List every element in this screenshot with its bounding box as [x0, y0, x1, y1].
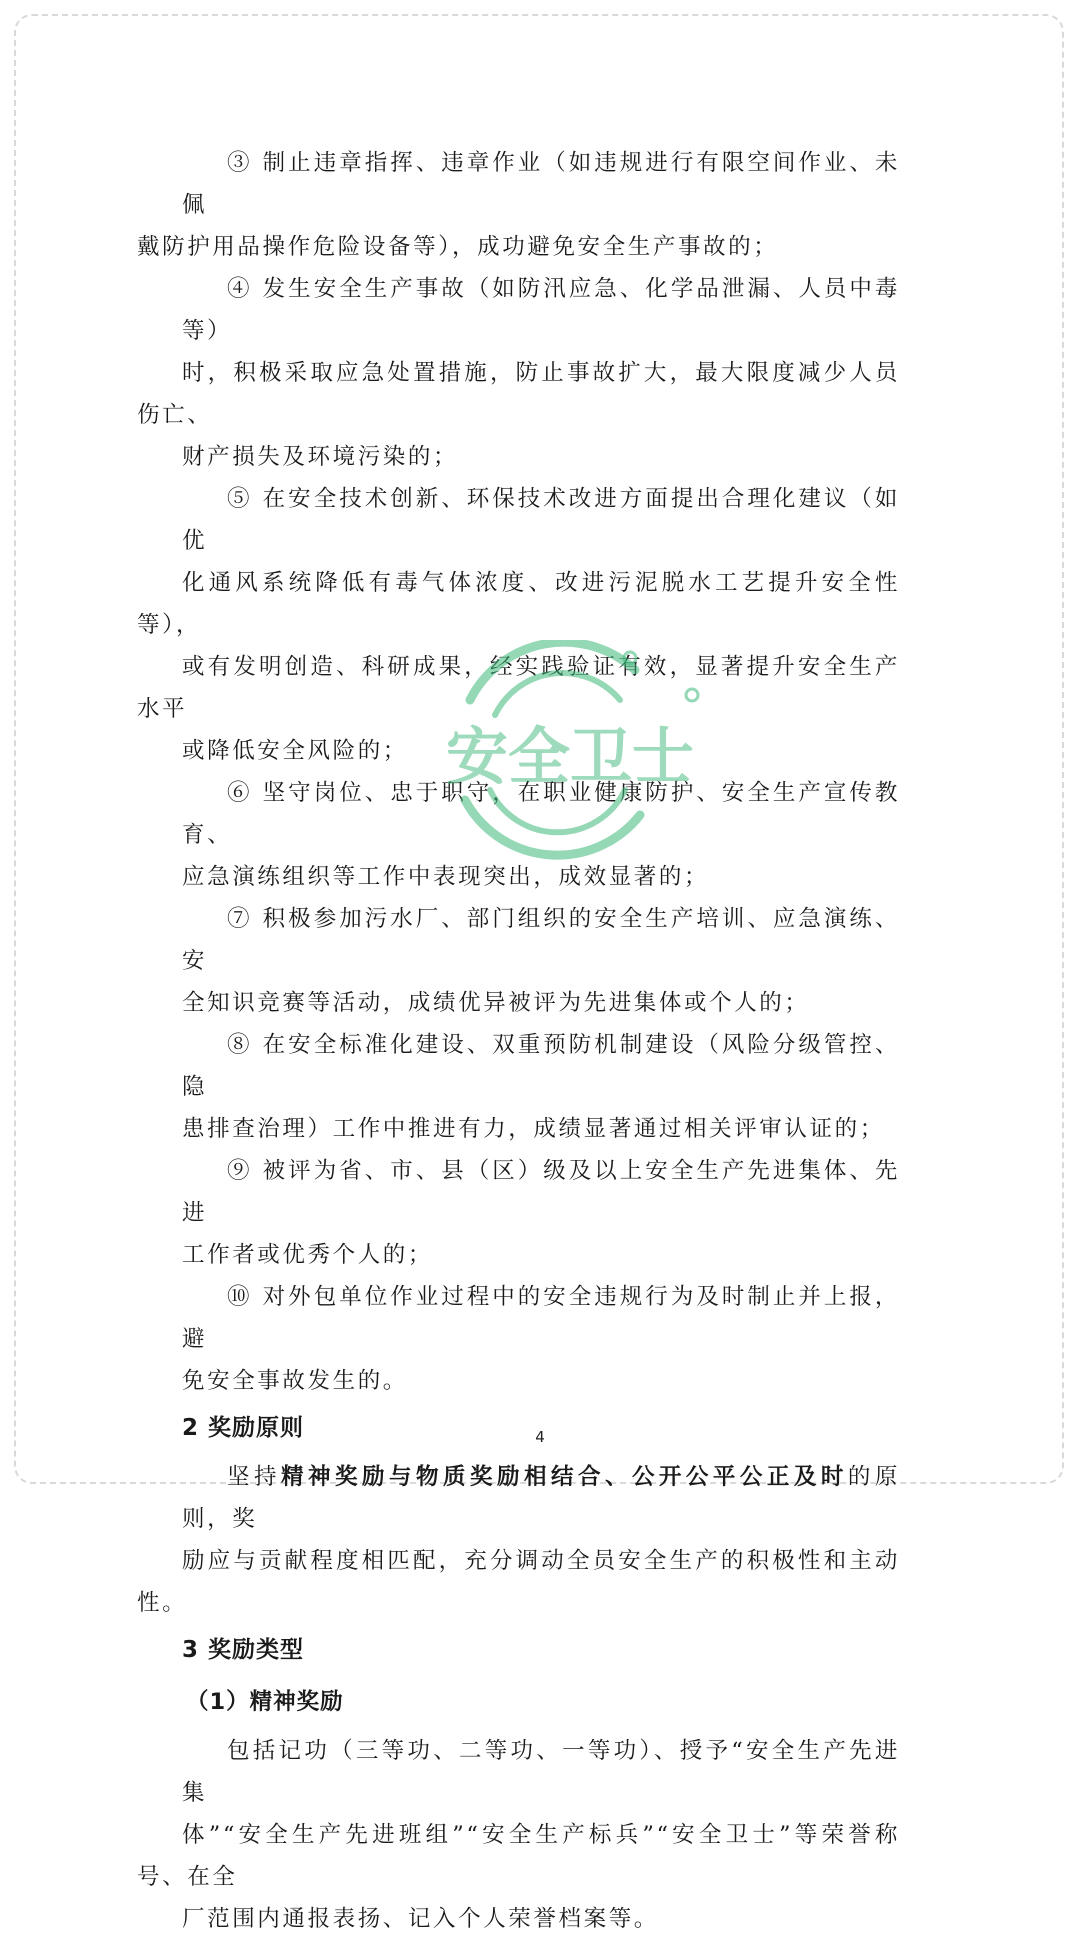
- list-item: ⑧ 在安全标准化建设、双重预防机制建设（风险分级管控、隐 患排查治理）工作中推进有力，成绩显著通过相关评审认证的；: [182, 1032, 900, 1142]
- list-item: ⑤ 在安全技术创新、环保技术改进方面提出合理化建议（如优 化通风系统降低有毒气体浓度、改进污泥脱水工艺提升安全性等）， 或有发明创造、科研成果，经实践验证有效，显著提升安全生产水平 或降低安全风险的；: [137, 486, 900, 764]
- document-body: [137, 142, 901, 1940]
- list-item: ④ 发生安全生产事故（如防汛应急、化学品泄漏、人员中毒等） 时，积极采取应急处置措施，防止事故扩大，最大限度减少人员伤亡、 财产损失及环境污染的；: [137, 276, 900, 470]
- section-heading-reward-principles: 2 奖励原则: [182, 1415, 305, 1441]
- list-item: ⑩ 对外包单位作业过程中的安全违规行为及时制止并上报，避 免安全事故发生的。: [182, 1284, 900, 1394]
- watermark-text: 安全卫士: [445, 720, 695, 793]
- list-item: ③ 制止违章指挥、违章作业（如违规进行有限空间作业、未佩 戴防护用品操作危险设备等），成功避免安全生产事故的；: [137, 150, 900, 260]
- sub-heading-spiritual-reward: （1）精神奖励: [186, 1689, 344, 1715]
- emphasis-text: 精神奖励与物质奖励相结合、公开公平公正及时: [281, 1464, 848, 1490]
- section-heading-reward-types: 3 奖励类型: [182, 1637, 305, 1663]
- list-item: ⑦ 积极参加污水厂、部门组织的安全生产培训、应急演练、安 全知识竞赛等活动，成绩优异被评为先进集体或个人的；: [182, 906, 900, 1016]
- list-item: ⑨ 被评为省、市、县（区）级及以上安全生产先进集体、先进 工作者或优秀个人的；: [182, 1158, 900, 1268]
- paragraph-reward-principles: 坚持精神奖励与物质奖励相结合、公开公平公正及时的原则，奖 励应与贡献程度相匹配，充分调动全员安全生产的积极性和主动性。: [137, 1464, 901, 1616]
- list-item: ⑥ 坚守岗位、忠于职守，在职业健康防护、安全生产宣传教育、 应急演练组织等工作中表现突出，成效显著的；: [182, 780, 900, 890]
- page-number: 4: [535, 1428, 545, 1446]
- paragraph-spiritual-reward: 包括记功（三等功、二等功、一等功）、授予“安全生产先进集 体”“安全生产先进班组”“安全生产标兵”“安全卫士”等荣誉称号、在全 厂范围内通报表扬、记入个人荣誉档案等。: [137, 1738, 900, 1932]
